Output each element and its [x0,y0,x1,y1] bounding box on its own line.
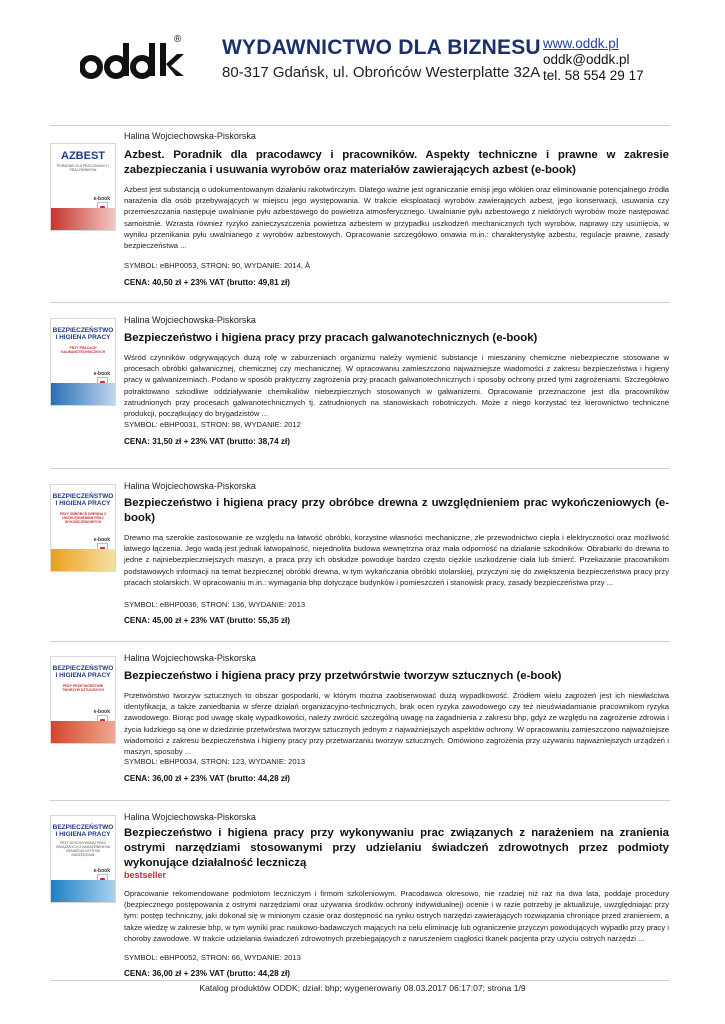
cover-ebook-label: e-book [93,371,110,377]
cover-ebook-label: e-book [93,537,110,543]
cover-stripe [51,383,115,405]
book-author: Halina Wojciechowska-Piskorska [124,653,256,663]
book-price: CENA: 31,50 zł + 23% VAT (brutto: 38,74 zł) [124,437,290,446]
phone-number: tel. 58 554 29 17 [543,68,644,83]
separator [50,125,670,126]
publisher-address: 80-317 Gdańsk, ul. Obrońców Westerplatte 32A [222,64,541,81]
page-footer: Katalog produktów ODDK; dział: bhp; wygenerowany 08.03.2017 06:17:07; strona 1/9 [199,983,526,993]
book-title[interactable]: Bezpieczeństwo i higiena pracy przy pracach galwanotechnicznych (e-book) [124,332,538,344]
book-cover[interactable] [50,143,116,231]
book-symbol: SYMBOL: eBHP0036, STRON: 136, WYDANIE: 2013 [124,600,306,609]
bestseller-badge: bestseller [124,870,167,880]
book-description: Wśród czynników odgrywających dużą rolę w zaburzeniach organizmu należy wymienić substancje i mieszaniny chemiczne niebezpieczne stosowane w procesach obróbki galwanicznej, chemicznej czy mechanicznej. W opracowaniu zamieszczono najważniejsze wiadomości z zakresu bezpieczeństwa i higieny pracy w galwanizerniach. Podano w sposób praktyczny zagrożenia przy pracach galwanotechnicznych i sposoby ochrony przed tymi zagrożeniami. Szczegółowo potraktowano szkodliwe oddziaływanie chemikaliów niebezpiecznych stosowanych w galwanizerni. Opracowanie przeznaczone jest dla pracowników zatrudnionych przy procesach galwanotechnicznych tj. zatrudnionych na stanowiskach robotniczych. Może z niego korzystać też kierownictwo techniczne produkcji, początkujący do brygadzistów ... [124,353,669,419]
book-title[interactable]: Bezpieczeństwo i higiena pracy przy przetwórstwie tworzyw sztucznych (e-book) [124,670,562,682]
book-symbol: SYMBOL: eBHP0053, STRON: 90, WYDANIE: 2014, Â [124,261,311,270]
cover-subtitle: PRZY WYKONYWANIU PRAC ZWIĄZANYCH Z NARAŻENIEM NA ZRANIENIA OSTRYMI NARZĘDZIAMI [55,841,111,857]
book-cover[interactable] [50,656,116,744]
book-symbol: SYMBOL: eBHP0031, STRON: 98, WYDANIE: 2012 [124,420,301,429]
website-link[interactable]: www.oddk.pl [543,36,619,51]
cover-stripe [51,721,115,743]
book-cover[interactable] [50,318,116,406]
separator [50,800,670,801]
cover-stripe [51,880,115,902]
book-title[interactable]: Bezpieczeństwo i higiena pracy przy wykonywaniu prac związanych z narażeniem na zranienia ostrymi narzędziami stosowanymi przy udzielaniu świadczeń zdrowotnych przez podmioty wykonujące działalność leczniczą [124,827,669,869]
cover-title: BEZPIECZEŃSTWO I HIGIENA PRACY [52,824,114,838]
separator [50,302,670,303]
cover-title: AZBEST [61,150,105,162]
registered-mark: ® [174,34,182,45]
book-symbol: SYMBOL: eBHP0052, STRON: 66, WYDANIE: 2013 [124,953,301,962]
book-author: Halina Wojciechowska-Piskorska [124,481,256,491]
separator [50,641,670,642]
cover-title: BEZPIECZEŃSTWO I HIGIENA PRACY [52,327,114,341]
book-cover[interactable] [50,815,116,903]
cover-subtitle: PORADNIK DLA PRACODAWCY I PRACOWNIKÓW [56,164,110,172]
oddk-logo [80,34,185,86]
book-description: Drewno ma szerokie zastosowanie ze względu na łatwość obróbki, korzystne własności mechaniczne, złe przewodnictwo ciepła i elektryczności oraz możliwość łatwego łączenia. Jego wadą jest jednak łatwopalność, niejednolita budowa wewnętrzna oraz mała odporność na działanie szkodników. Obrabiarki do drewna to jedne z najniebezpieczniejszych maszyn, a praca przy ich obsłudze powoduje bardzo często ciężkie uszkodzenie ciała lub śmierć. Przekazanie pracownikom podstawowych informacji na temat bezpiecznej obróbki drewna, w tym wykańczania obróbki stolarskiej, przyczyni się do zwiększenia bezpieczeństwa pracy przy pracach stolarskich. W opracowaniu m.in.: wymagania bhp dotyczące budynków i pomieszczeń i stanowisk pracy, zasady bezpieczeństwa przy ... [124,533,669,587]
cover-stripe [51,208,115,230]
separator [50,980,670,981]
cover-ebook-label: e-book [93,709,110,715]
book-cover[interactable] [50,484,116,572]
cover-stripe [51,549,115,571]
cover-ebook-label: e-book [93,868,110,874]
cover-subtitle: PRZY PRACACH GALWANOTECHNICZNYCH [60,346,106,354]
separator [50,468,670,469]
book-description: Azbest jest substancją o udokumentowanym działaniu rakotwórczym. Dlatego ważne jest ograniczanie emisji jego włókien oraz eliminowanie potencjalnego źródła narażenia dla osób przebywających w miejscu jego występowania. W trakcie eksploatacji wyrobów zawierających azbest, jego konserwacji, usuwania czy przemieszczania następuje uwalnianie pyłu azbestowego do powietrza atmosferycznego. Uwalnianie pyłu azbestowego z niektórych wyrobów może następować samoistnie. Wzrasta również ryzyko zanieczyszczenia powietrza azbestem w przypadku uszkodzeń mechanicznych tych wyrobów, naprawy czy usunięcia, w wyniku przenikania pyłu uwalnianego z wyrobów azbestowych. Opracowanie szczegółowo omawia m.in.: charakterystykę azbestu, regulacje prawne, zasady bezpieczeństwa ... [124,185,669,251]
contact-block [543,36,644,84]
email-address[interactable]: oddk@oddk.pl [543,52,630,67]
book-title[interactable]: Azbest. Poradnik dla pracodawcy i pracowników. Aspekty techniczne i prawne w zakresie zabezpieczania i usuwania wyrobów oraz materiałów zawierających azbest (e-book) [124,149,669,176]
book-price: CENA: 40,50 zł + 23% VAT (brutto: 49,81 zł) [124,278,290,287]
cover-subtitle: PRZY OBRÓBCE DREWNA Z UWZGLĘDNIENIEM PRAC WYKOŃCZENIOWYCH [59,512,107,524]
book-price: CENA: 36,00 zł + 23% VAT (brutto: 44,28 zł) [124,774,290,783]
page-header [0,0,725,100]
cover-subtitle: PRZY PRZETWÓRSTWIE TWORZYW SZTUCZNYCH [62,684,104,692]
book-price: CENA: 36,00 zł + 23% VAT (brutto: 44,28 zł) [124,969,290,978]
book-symbol: SYMBOL: eBHP0034, STRON: 123, WYDANIE: 2013 [124,757,306,766]
cover-title: BEZPIECZEŃSTWO I HIGIENA PRACY [52,493,114,507]
book-description: Przetwórstwo tworzyw sztucznych to obszar gospodarki, w którym można zaobserwować dużą wypadkowość. Źródłem wielu zagrożeń jest ich niewłaściwa identyfikacja, a także zaniedbania w sferze działań organizacyjno-technicznych, brak ocen ryzyka zawodowego czy też nieuświadamianie pracownikom ryzyka zawodowego. Biorąc pod uwagę skalę wypadkowości, należy zwrócić szczególną uwagę na zagadnienia z zakresu bhp, gdyż ze względu na zagrożenie zdrowia i życia ludzkiego są one w dziedzinie przetwórstwa tworzyw sztucznych jednym z najważniejszych aspektów ochrony. W opracowaniu zamieszczono najważniejsze wiadomości z zakresu bezpieczeństwa i higieny pracy przy przetwarzaniu tworzyw sztucznych. Omówiono zagrożenia przy używaniu najważniejszych urządzeń i maszyn, sposoby ... [124,691,669,757]
book-author: Halina Wojciechowska-Piskorska [124,131,256,141]
book-description: Opracowanie rekomendowane podmiotom leczniczym i firmom szkoleniowym. Pracodawca okresowo, nie rzadziej niż raz na dwa lata, poddaje procedury (bezpiecznego postępowania z ostrymi narzędziami oraz używania środków ochrony indywidualnej) ocenie i w razie potrzeby je aktualizuje, uwzględniając przy tym: postęp techniczny, jaki dokonał się w minionym czasie oraz dostępność na rynku ostrych narzędzi zawierających rozwiązania chroniące przed zranieniem, a także wiedzę w zakresie bhp, w tym wyniki prac naukowo-badawczych mających na celu eliminację lub ograniczenie przyczyn powodujących wypadki przy pracy i choroby zawodowe. W trakcie udzielania świadczeń zdrowotnych przebiegających z naruszeniem ciągłości tkanek pacjenta przy użyciu ostrych narzędzi ... [124,889,669,943]
book-title[interactable]: Bezpieczeństwo i higiena pracy przy obróbce drewna z uwzględnieniem prac wykończeniowych (e-book) [124,497,669,524]
book-author: Halina Wojciechowska-Piskorska [124,315,256,325]
publisher-name: WYDAWNICTWO DLA BIZNESU [222,36,541,59]
cover-ebook-label: e-book [93,196,110,202]
book-price: CENA: 45,00 zł + 23% VAT (brutto: 55,35 zł) [124,616,290,625]
book-author: Halina Wojciechowska-Piskorska [124,812,256,822]
cover-title: BEZPIECZEŃSTWO I HIGIENA PRACY [52,665,114,679]
